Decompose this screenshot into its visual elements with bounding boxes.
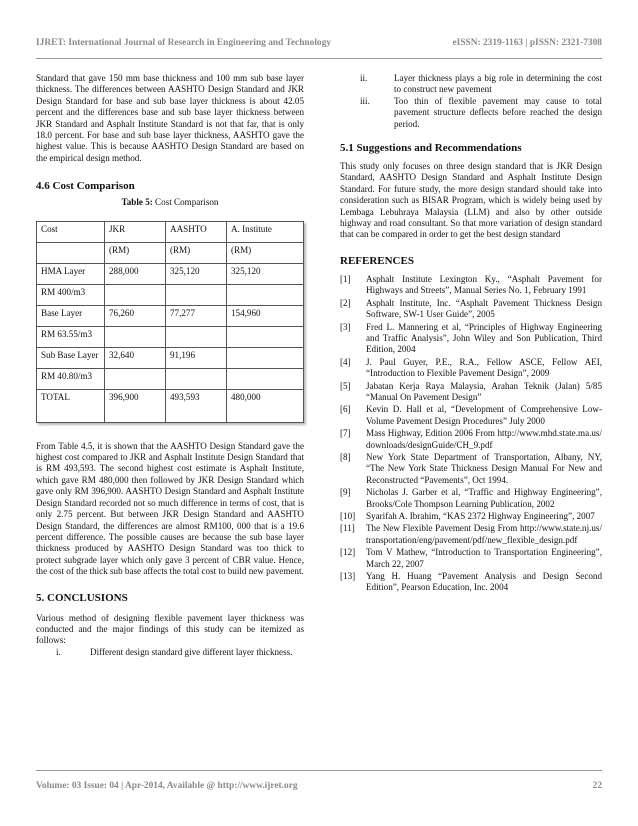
table-cell: RM 40.80/m3 <box>37 368 105 389</box>
table-cell <box>227 347 304 368</box>
table-row <box>37 368 304 389</box>
list-item <box>340 96 602 130</box>
table-cell <box>166 326 227 347</box>
table-header-cell: Cost <box>37 221 105 242</box>
table-units-row <box>37 242 304 263</box>
table-header-cell: AASHTO <box>166 221 227 242</box>
reference-number: [6] <box>340 404 351 415</box>
reference-number: [7] <box>340 428 351 439</box>
issn: eISSN: 2319-1163 | pISSN: 2321-7308 <box>452 38 602 48</box>
table-cell: 325,120 <box>227 263 304 284</box>
paragraph: From Table 4.5, it is shown that the AASHTO Design Standard gave the highest cost compared to JKR and Asphalt Institute Design Standard that is RM 493,593. The second highest cost estimate is Asphalt Institute, which gave RM 480,000 then followed by JKR Design Standard which gave only RM 396,900. AASHTO Design Standard and Asphalt Institute Design Standard recorded not so much difference in terms of cost, that is only 2.75 percent. But between JKR Design Standard and AASHTO Design Standard, the differences are almost RM100, 000 that is a 19.6 percent difference. The possible causes are because the sub base layer thickness produced by AASHTO Design Standard was too thick to protect subgrade layer which only gave 3 percent of CBR value. Hence, the cost of the thick sub base affects the total cost to build new pavement. <box>36 440 304 577</box>
left-column <box>36 73 304 658</box>
reference-number: [8] <box>340 451 351 462</box>
reference-item <box>340 322 602 356</box>
page-header <box>36 38 602 48</box>
journal-title: IJRET: International Journal of Research in Engineering and Technology <box>36 38 331 48</box>
table-row <box>37 284 304 305</box>
reference-text: Kevin D. Hall et al, “Development of Comprehensive Low-Volume Pavement Design Procedures” July 2000 <box>366 404 602 426</box>
reference-number: [2] <box>340 297 351 308</box>
table-cell: 288,000 <box>105 263 166 284</box>
table-cell <box>105 284 166 305</box>
page-footer <box>36 781 602 791</box>
table-cell <box>166 368 227 389</box>
table-caption-label: Table 5: <box>121 197 153 208</box>
table-cell: Sub Base Layer <box>37 347 105 368</box>
list-item-number: ii. <box>360 73 368 83</box>
table-cell <box>227 326 304 347</box>
table-header-cell: JKR <box>105 221 166 242</box>
table-cell: 77,277 <box>166 305 227 326</box>
cost-table <box>36 221 304 423</box>
reference-text: Jabatan Kerja Raya Malaysia, Arahan Teknik (Jalan) 5/85 “Manual On Pavement Design” <box>366 380 602 402</box>
paragraph: Various method of designing flexible pavement layer thickness was conducted and the major findings of this study can be itemized as follows: <box>36 612 304 646</box>
section-heading: 5.1 Suggestions and Recommendations <box>340 142 522 155</box>
table-cell: 493,593 <box>166 389 227 422</box>
right-column <box>340 73 602 595</box>
reference-text: Mass Highway, Edition 2006 From http://www.mhd.state.ma.us/downloads/designGuide/CH_9.pdf <box>366 428 602 450</box>
list-item-number: i. <box>56 646 61 657</box>
list-item-text: Different design standard give different layer thickness. <box>90 646 293 657</box>
reference-text: Asphalt Institute, Inc. “Asphalt Pavement Thickness Design Software, SW-1 User Guide”, 2005 <box>366 297 602 320</box>
table-row <box>37 305 304 326</box>
table-header-row <box>37 221 304 242</box>
reference-text: The New Flexible Pavement Desig From http://www.state.nj.us/transportation/eng/pavement/pdf/new_flexible_design.pdf <box>366 523 602 545</box>
section-heading: 5. CONCLUSIONS <box>36 591 128 604</box>
reference-item <box>340 511 602 522</box>
footer-rule <box>36 770 602 771</box>
table-cell <box>105 368 166 389</box>
table-cell <box>227 284 304 305</box>
list-item-text: Too thin of flexible pavement may cause to total pavement structure deflects before reached the design period. <box>394 95 602 129</box>
reference-item <box>340 523 602 546</box>
findings-list <box>36 647 304 658</box>
reference-item <box>340 404 602 427</box>
page-number: 22 <box>592 781 602 791</box>
table-cell: RM 400/m3 <box>37 284 105 305</box>
references-list <box>340 274 602 594</box>
list-item-number: iii. <box>360 95 370 106</box>
table-cell: 76,260 <box>105 305 166 326</box>
reference-number: [1] <box>340 273 351 284</box>
table-cell: 91,196 <box>166 347 227 368</box>
table-cell <box>166 284 227 305</box>
reference-item <box>340 452 602 486</box>
findings-list <box>340 73 602 130</box>
table-cell: 480,000 <box>227 389 304 422</box>
table-cell <box>227 368 304 389</box>
table-cell: (RM) <box>227 242 304 263</box>
reference-item <box>340 547 602 570</box>
reference-text: New York State Department of Transportation, Albany, NY, “The New York State Thickness Design Manual For New and Reconstructed “Pavements”, Oct 1994. <box>366 451 602 485</box>
reference-text: Tom V Mathew, “Introduction to Transportation Engineering”, March 22, 2007 <box>366 547 602 569</box>
reference-number: [11] <box>340 523 355 534</box>
table-cell: (RM) <box>166 242 227 263</box>
table-caption-text: Cost Comparison <box>152 197 219 208</box>
table-cell: RM 63.55/m3 <box>37 326 105 347</box>
section-heading: REFERENCES <box>340 254 414 267</box>
reference-item <box>340 357 602 380</box>
reference-number: [10] <box>340 511 356 521</box>
list-item <box>36 647 304 658</box>
reference-number: [13] <box>340 571 356 582</box>
reference-text: Fred L. Mannering et al, “Principles of Highway Engineering and Traffic Analysis”, John Wiley and Son Publication, Third Edition, 2004 <box>366 321 602 355</box>
table-row <box>37 347 304 368</box>
table-caption <box>36 197 304 208</box>
reference-item <box>340 571 602 594</box>
list-item-text: Layer thickness plays a big role in determining the cost to construct new pavement <box>394 73 602 95</box>
reference-item <box>340 298 602 321</box>
reference-item <box>340 487 602 510</box>
table-cell: HMA Layer <box>37 263 105 284</box>
reference-number: [4] <box>340 356 351 367</box>
reference-item <box>340 428 602 451</box>
table-row <box>37 263 304 284</box>
table-cell: 396,900 <box>105 389 166 422</box>
table-cell: 32,640 <box>105 347 166 368</box>
table-cell: Base Layer <box>37 305 105 326</box>
reference-text: Nicholas J. Garber et al, “Traffic and Highway Engineering”, Brooks/Cole Thompson Learning Publication, 2002 <box>366 487 602 509</box>
reference-number: [12] <box>340 547 356 558</box>
table-cell <box>105 326 166 347</box>
header-rule <box>36 58 602 59</box>
cost-table-wrapper <box>36 221 304 423</box>
table-header-cell: A. Institute <box>227 221 304 242</box>
volume-info: Volume: 03 Issue: 04 | Apr-2014, Available @ http://www.ijret.org <box>36 781 298 791</box>
reference-text: Asphalt Institute Lexington Ky., “Asphalt Pavement for Highways and Streets”, Manual Series No. 1, February 1991 <box>366 273 602 296</box>
list-item <box>340 73 602 96</box>
reference-item <box>340 381 602 404</box>
table-cell <box>37 242 105 263</box>
paragraph: This study only focuses on three design standard that is JKR Design Standard, AASHTO Design Standard and Asphalt Institute Design Standard. For future study, the more design standard should take into consideration such as BISAR Program, which is widely being used by Lembaga Lebuhraya Malaysia (LLM) and also by other outside highway and road consultant. So that more variation of design standard that can be compared in order to get the best design standard <box>340 161 602 240</box>
reference-text: J. Paul Guyer, P.E., R.A., Fellow ASCE, Fellow AEI, “Introduction to Flexible Pavement Design”, 2009 <box>366 356 602 379</box>
table-row <box>37 326 304 347</box>
paragraph: Standard that gave 150 mm base thickness and 100 mm sub base layer thickness. The differences between AASHTO Design Standard and JKR Design Standard for base and sub base layer thickness is about 42.05 percent and the differences base and sub base layer thickness between JKR Standard and Asphalt Institute Standard is not that far, that is only 18.0 percent. For base and sub base layer thickness, AASHTO gave the highest value. This is because AASHTO Design Standard are based on the empirical design method. <box>36 73 304 163</box>
reference-number: [9] <box>340 487 351 498</box>
table-cell: 154,960 <box>227 305 304 326</box>
section-heading: 4.6 Cost Comparison <box>36 180 135 193</box>
reference-text: Yang H. Huang “Pavement Analysis and Design Second Edition”, Pearson Education, Inc. 2004 <box>366 571 602 593</box>
reference-item <box>340 274 602 297</box>
table-cell: (RM) <box>105 242 166 263</box>
table-cell: TOTAL <box>37 389 105 422</box>
reference-number: [5] <box>340 380 351 391</box>
table-cell: 325,120 <box>166 263 227 284</box>
table-row <box>37 389 304 422</box>
reference-number: [3] <box>340 321 351 332</box>
reference-text: Syarifah A. Ibrahim, “KAS 2372 Highway Engineering”, 2007 <box>366 511 595 521</box>
